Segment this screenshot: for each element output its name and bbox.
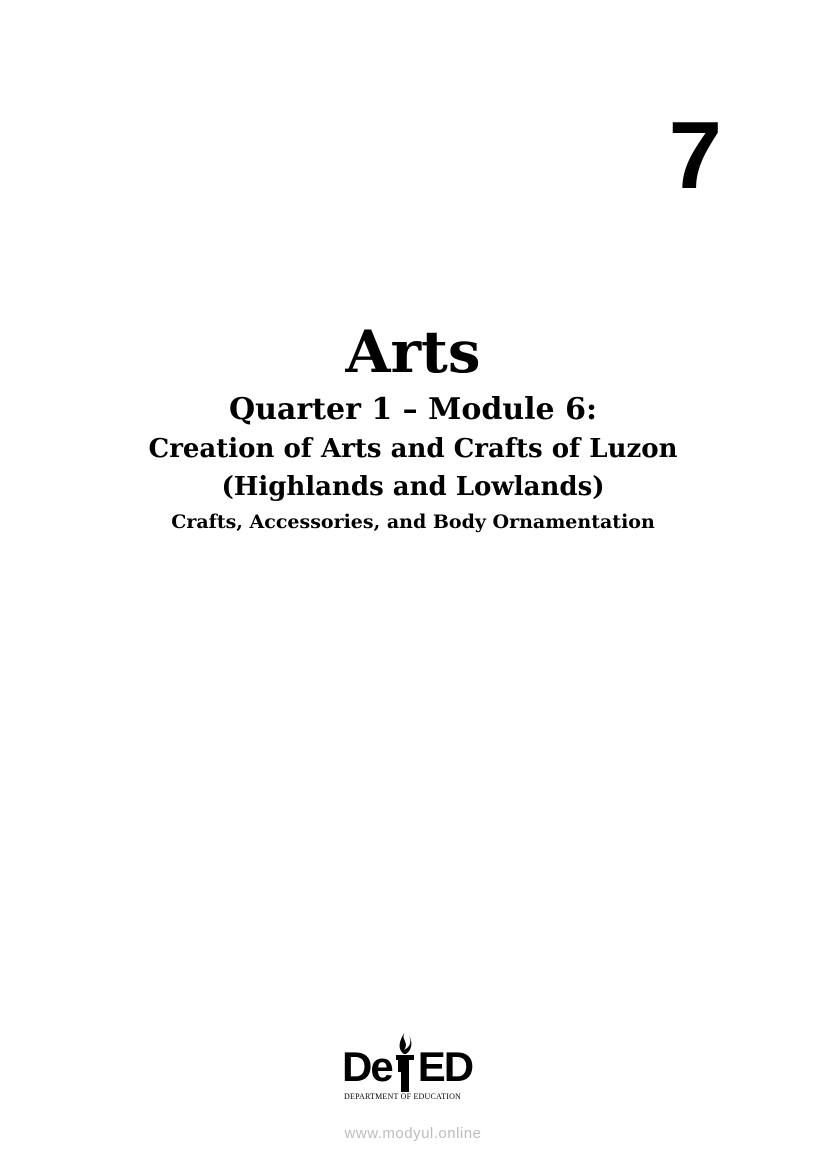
module-title-line-1: Creation of Arts and Crafts of Luzon [148,434,678,464]
module-subtitle: Crafts, Accessories, and Body Ornamentation [171,511,655,533]
module-title-line-2: (Highlands and Lowlands) [221,472,605,502]
subject-title: Arts [345,318,481,386]
deped-logo [340,1030,490,1105]
logo-caption: DEPARTMENT OF EDUCATION [344,1092,462,1101]
grade-number: 7 [668,102,722,209]
logo-wordmark: De ED [342,1043,473,1090]
deped-torch-icon [392,1030,418,1094]
title-block [0,318,826,536]
watermark: www.modyul.online [344,1125,482,1142]
quarter-module-heading: Quarter 1 – Module 6: [228,392,598,427]
